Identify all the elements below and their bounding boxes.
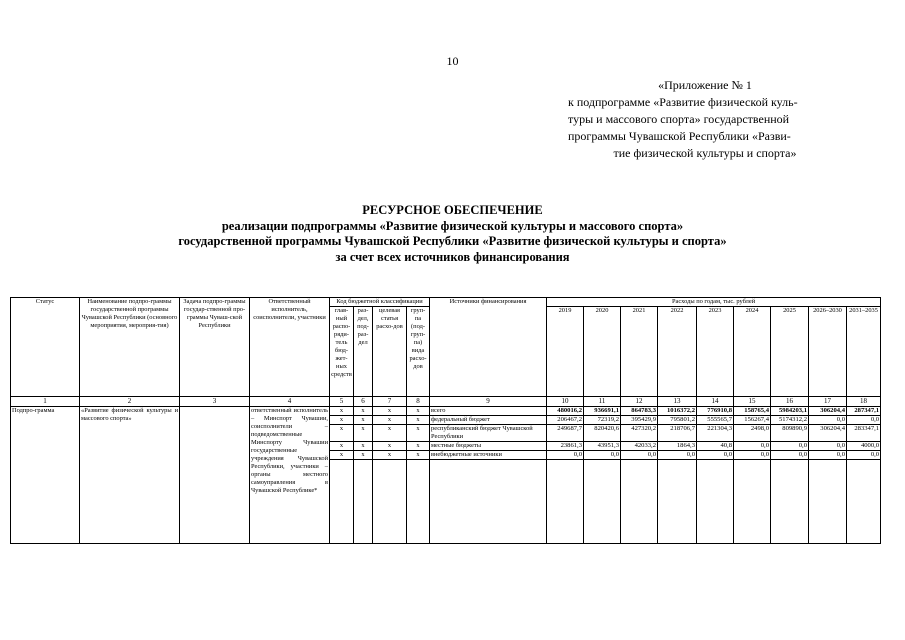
empty-cell (330, 460, 354, 544)
empty-cell (734, 460, 771, 544)
value-cell: 72319,2 (584, 416, 621, 425)
heading-line-2: реализации подпрограммы «Развитие физической культуры и массового спорта» (221, 218, 684, 233)
value-cell: 0,0 (771, 442, 809, 451)
column-number: 2 (80, 397, 180, 407)
code-cell: х (354, 442, 373, 451)
code-cell: х (373, 425, 407, 442)
code-cell: х (354, 451, 373, 460)
column-number: 17 (809, 397, 847, 407)
value-cell: 42033,2 (621, 442, 658, 451)
heading-line-4: за счет всех источников финансирования (335, 249, 570, 264)
column-number: 8 (407, 397, 430, 407)
column-number: 5 (330, 397, 354, 407)
value-cell: 0,0 (734, 442, 771, 451)
header-sources: Источники финансирования (430, 298, 547, 397)
appendix-line-5: тие физической культуры и спорта» (613, 146, 797, 160)
value-cell: 0,0 (847, 416, 881, 425)
value-cell: 218706,7 (658, 425, 697, 442)
header-year: 2026–2030 (809, 307, 847, 397)
value-cell: 306204,4 (809, 407, 847, 416)
value-cell: 0,0 (847, 451, 881, 460)
header-code-group: груп-па (под-груп-па) вида расхо-дов (407, 307, 430, 397)
value-cell: 0,0 (809, 416, 847, 425)
header-year: 2025 (771, 307, 809, 397)
empty-cell (847, 460, 881, 544)
value-cell: 249687,7 (547, 425, 584, 442)
code-cell: х (354, 416, 373, 425)
header-name: Наименование подпро-граммы государственной программы Чувашской Республики (основного мероприятия, мероприя-тия) (80, 298, 180, 397)
value-cell: 795801,2 (658, 416, 697, 425)
value-cell: 0,0 (697, 451, 734, 460)
value-cell: 0,0 (658, 451, 697, 460)
heading-title: РЕСУРСНОЕ ОБЕСПЕЧЕНИЕ (362, 203, 543, 217)
value-cell: 2498,0 (734, 425, 771, 442)
header-status: Статус (11, 298, 80, 397)
page-number: 10 (446, 54, 459, 68)
column-number: 10 (547, 397, 584, 407)
code-cell: х (407, 425, 430, 442)
header-code-section: раз-дел, под-раз-дел (354, 307, 373, 397)
code-cell: х (330, 442, 354, 451)
value-cell: 0,0 (809, 451, 847, 460)
empty-cell (809, 460, 847, 544)
empty-cell (547, 460, 584, 544)
column-number: 18 (847, 397, 881, 407)
value-cell: 480016,2 (547, 407, 584, 416)
source-cell: всего (430, 407, 547, 416)
value-cell: 283347,1 (847, 425, 881, 442)
code-cell: х (407, 442, 430, 451)
value-cell: 4000,0 (847, 442, 881, 451)
source-cell: республиканский бюджет Чувашской Республики (430, 425, 547, 442)
empty-cell (373, 460, 407, 544)
appendix-line-3: туры и массового спорта» государственной (568, 112, 790, 126)
empty-cell (354, 460, 373, 544)
code-cell: х (373, 451, 407, 460)
column-number: 1 (11, 397, 80, 407)
appendix-note (568, 77, 842, 162)
value-cell: 0,0 (621, 451, 658, 460)
column-number: 14 (697, 397, 734, 407)
empty-cell (407, 460, 430, 544)
code-cell: х (330, 416, 354, 425)
value-cell: 287347,1 (847, 407, 881, 416)
header-task: Задача подпро-граммы государ-ственной про-граммы Чуваш-ской Республики (180, 298, 250, 397)
code-cell: х (354, 425, 373, 442)
column-number-row (11, 397, 881, 407)
code-cell: х (330, 407, 354, 416)
header-executor: Ответственный исполнитель, соисполнители, участники (250, 298, 330, 397)
value-cell: 820420,6 (584, 425, 621, 442)
value-cell: 156267,4 (734, 416, 771, 425)
code-cell: х (373, 442, 407, 451)
value-cell: 5174312,2 (771, 416, 809, 425)
column-number: 9 (430, 397, 547, 407)
task-cell (180, 407, 250, 544)
empty-cell (771, 460, 809, 544)
value-cell: 0,0 (771, 451, 809, 460)
header-code-target: целевая статья расхо-дов (373, 307, 407, 397)
header-year: 2031–2035 (847, 307, 881, 397)
executor-cell: ответственный исполнитель – Минспорт Чувашии, соисполнители – подведомственные Минспорту Чувашии государственные учреждения Чувашской Республики, участники – органы местного самоуправления в Чувашской Республике* (250, 407, 330, 544)
column-number: 4 (250, 397, 330, 407)
column-number: 11 (584, 397, 621, 407)
appendix-line-2: к подпрограмме «Развитие физической куль- (568, 95, 798, 109)
appendix-line-1: «Приложение № 1 (658, 78, 752, 92)
value-cell: 306204,4 (809, 425, 847, 442)
empty-cell (658, 460, 697, 544)
code-cell: х (373, 416, 407, 425)
value-cell: 206467,2 (547, 416, 584, 425)
header-year: 2020 (584, 307, 621, 397)
column-number: 7 (373, 397, 407, 407)
value-cell: 0,0 (547, 451, 584, 460)
value-cell: 936691,1 (584, 407, 621, 416)
value-cell: 555565,7 (697, 416, 734, 425)
header-year: 2022 (658, 307, 697, 397)
value-cell: 776910,8 (697, 407, 734, 416)
value-cell: 23861,3 (547, 442, 584, 451)
program-name-cell: «Развитие физической культуры и массового спорта» (80, 407, 180, 544)
value-cell: 809890,9 (771, 425, 809, 442)
header-code-admin: глав-ный распо-ряди-тель бюд-жет-ных средств (330, 307, 354, 397)
value-cell: 5984203,1 (771, 407, 809, 416)
column-number: 3 (180, 397, 250, 407)
value-cell: 158765,4 (734, 407, 771, 416)
header-year: 2024 (734, 307, 771, 397)
header-year: 2019 (547, 307, 584, 397)
value-cell: 0,0 (734, 451, 771, 460)
appendix-line-4: программы Чувашской Республики «Разви- (568, 129, 791, 143)
empty-cell (430, 460, 547, 544)
value-cell: 0,0 (809, 442, 847, 451)
empty-cell (584, 460, 621, 544)
column-number: 13 (658, 397, 697, 407)
code-cell: х (407, 416, 430, 425)
value-cell: 221304,3 (697, 425, 734, 442)
code-cell: х (354, 407, 373, 416)
code-cell: х (330, 451, 354, 460)
code-cell: х (330, 425, 354, 442)
value-cell: 864783,3 (621, 407, 658, 416)
value-cell: 1864,3 (658, 442, 697, 451)
source-cell: федеральный бюджет (430, 416, 547, 425)
code-cell: х (407, 451, 430, 460)
column-number: 15 (734, 397, 771, 407)
value-cell: 0,0 (584, 451, 621, 460)
header-year: 2023 (697, 307, 734, 397)
value-cell: 40,8 (697, 442, 734, 451)
table-row-total (11, 407, 881, 416)
heading-line-3: государственной программы Чувашской Республики «Развитие физической культуры и спорта» (178, 234, 727, 248)
header-row-1 (11, 298, 881, 307)
document-heading (0, 203, 905, 265)
code-cell: х (373, 407, 407, 416)
value-cell: 1016372,2 (658, 407, 697, 416)
empty-cell (621, 460, 658, 544)
code-cell: х (407, 407, 430, 416)
source-cell: внебюджетные источники (430, 451, 547, 460)
header-expenses: Расходы по годам, тыс. рублей (547, 298, 881, 307)
header-budget-code: Код бюджетной классификации (330, 298, 430, 307)
empty-cell (697, 460, 734, 544)
source-cell: местные бюджеты (430, 442, 547, 451)
header-year: 2021 (621, 307, 658, 397)
value-cell: 427320,2 (621, 425, 658, 442)
resource-table (10, 297, 881, 544)
column-number: 12 (621, 397, 658, 407)
value-cell: 395429,9 (621, 416, 658, 425)
status-cell: Подпро-грамма (11, 407, 80, 544)
column-number: 6 (354, 397, 373, 407)
column-number: 16 (771, 397, 809, 407)
value-cell: 43951,3 (584, 442, 621, 451)
